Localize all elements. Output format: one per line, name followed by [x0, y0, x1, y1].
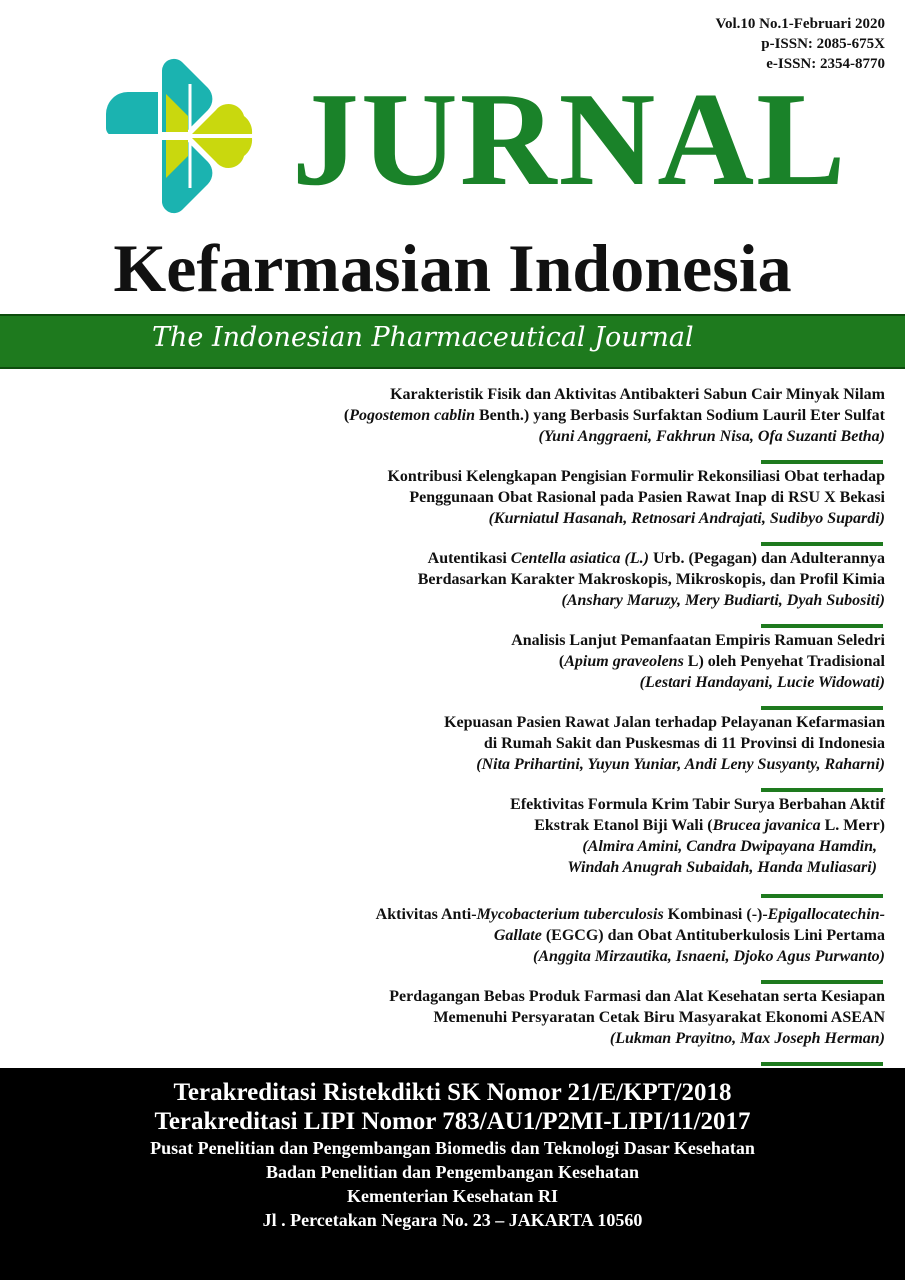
volume-number: Vol.10 No.1-Februari 2020: [715, 16, 885, 32]
print-issn: p-ISSN: 2085-675X: [761, 36, 885, 52]
title-text: Ekstrak Etanol Biji Wali (: [534, 817, 713, 834]
compound-name: Epigallocatechin-: [767, 906, 885, 923]
article-authors: (Anggita Mirzautika, Isnaeni, Djoko Agus Purwanto): [533, 948, 885, 965]
accreditation-lipi: Terakreditasi LIPI Nomor 783/AU1/P2MI-LIPI/11/2017: [154, 1108, 751, 1135]
compound-name: Gallate: [493, 927, 542, 944]
article-3: [245, 548, 885, 630]
title-text: (: [343, 407, 350, 424]
article-authors: (Anshary Maruzy, Mery Budiarti, Dyah Subositi): [561, 592, 885, 609]
article-title-line: Analisis Lanjut Pemanfaatan Empiris Ramuan Seledri: [511, 632, 885, 649]
article-2: [245, 466, 885, 548]
article-title-line: [245, 815, 885, 836]
publisher-center: Pusat Penelitian dan Pengembangan Biomedis dan Teknologi Dasar Kesehatan: [150, 1138, 755, 1158]
species-name: Centella asiatica (L.): [510, 550, 649, 567]
article-title-line: Kepuasan Pasien Rawat Jalan terhadap Pelayanan Kefarmasian: [444, 714, 885, 731]
article-title-line: Penggunaan Obat Rasional pada Pasien Rawat Inap di RSU X Bekasi: [409, 489, 885, 506]
title-text: (EGCG) dan Obat Antituberkulosis Lini Pertama: [541, 927, 885, 944]
article-title-line: [245, 904, 885, 925]
separator-rule: [761, 460, 883, 464]
tagline: The Indonesian Pharmaceutical Journal: [152, 322, 694, 353]
footer-band: [0, 1068, 905, 1280]
article-title-line: [245, 925, 885, 946]
article-title-line: [245, 548, 885, 569]
article-1: [245, 384, 885, 466]
species-name: Apium graveolens: [564, 653, 684, 670]
journal-title: JURNAL: [292, 65, 848, 213]
title-text: Autentikasi: [427, 550, 511, 567]
article-authors: Windah Anugrah Subaidah, Handa Muliasari): [567, 859, 877, 876]
electronic-issn: e-ISSN: 2354-8770: [766, 56, 885, 72]
title-text: (: [558, 653, 565, 670]
article-title-line: Kontribusi Kelengkapan Pengisian Formulir Rekonsiliasi Obat terhadap: [387, 468, 885, 485]
article-6: [245, 794, 885, 904]
article-7: [245, 904, 885, 986]
title-text: L) oleh Penyehat Tradisional: [683, 653, 885, 670]
article-5: [245, 712, 885, 794]
title-text: Benth.) yang Berbasis Surfaktan Sodium Lauril Eter Sulfat: [475, 407, 885, 424]
article-8: [245, 986, 885, 1068]
article-title-line: [245, 651, 885, 672]
title-text: Urb. (Pegagan) dan Adulterannya: [648, 550, 885, 567]
article-authors: (Nita Prihartini, Yuyun Yuniar, Andi Leny Susyanty, Raharni): [476, 756, 885, 773]
journal-logo-icon: [104, 54, 254, 216]
article-title-line: [245, 384, 885, 405]
separator-rule: [761, 980, 883, 984]
article-authors: (Almira Amini, Candra Dwipayana Hamdin,: [582, 838, 877, 855]
article-authors: (Yuni Anggraeni, Fakhrun Nisa, Ofa Suzanti Betha): [538, 428, 885, 445]
accreditation-ristekdikti: Terakreditasi Ristekdikti SK Nomor 21/E/KPT/2018: [173, 1079, 732, 1106]
separator-rule: [761, 788, 883, 792]
species-name: Pogostemon cablin: [349, 407, 475, 424]
article-authors: (Lukman Prayitno, Max Joseph Herman): [609, 1030, 885, 1047]
article-title-line: [245, 405, 885, 426]
separator-rule: [761, 542, 883, 546]
title-text: Aktivitas Anti-: [375, 906, 477, 923]
article-4: [245, 630, 885, 712]
article-title-line: di Rumah Sakit dan Puskesmas di 11 Provinsi di Indonesia: [483, 735, 885, 752]
article-authors: (Kurniatul Hasanah, Retnosari Andrajati, Sudibyo Supardi): [488, 510, 885, 527]
species-name: Brucea javanica: [712, 817, 821, 834]
publisher-address: Jl . Percetakan Negara No. 23 – JAKARTA 10560: [262, 1210, 643, 1230]
title-text: Karakteristik Fisik dan Aktivitas Antibakteri Sabun Cair Minyak Nilam: [390, 386, 885, 403]
separator-rule: [761, 894, 883, 898]
article-title-line: Berdasarkan Karakter Makroskopis, Mikroskopis, dan Profil Kimia: [417, 571, 885, 588]
article-authors: (Lestari Handayani, Lucie Widowati): [639, 674, 885, 691]
publisher-agency: Badan Penelitian dan Pengembangan Kesehatan: [265, 1162, 640, 1182]
separator-rule: [761, 1062, 883, 1066]
separator-rule: [761, 624, 883, 628]
article-title-line: Efektivitas Formula Krim Tabir Surya Berbahan Aktif: [510, 796, 885, 813]
title-text: Kombinasi (-)-: [663, 906, 768, 923]
separator-rule: [761, 706, 883, 710]
article-title-line: Perdagangan Bebas Produk Farmasi dan Alat Kesehatan serta Kesiapan: [389, 988, 885, 1005]
article-list: [245, 384, 885, 1068]
article-title-line: Memenuhi Persyaratan Cetak Biru Masyarakat Ekonomi ASEAN: [433, 1009, 885, 1026]
publisher-ministry: Kementerian Kesehatan RI: [347, 1186, 558, 1206]
species-name: Mycobacterium tuberculosis: [476, 906, 664, 923]
tagline-band: [0, 314, 905, 369]
title-text: L. Merr): [820, 817, 885, 834]
journal-subtitle: Kefarmasian Indonesia: [113, 230, 792, 306]
